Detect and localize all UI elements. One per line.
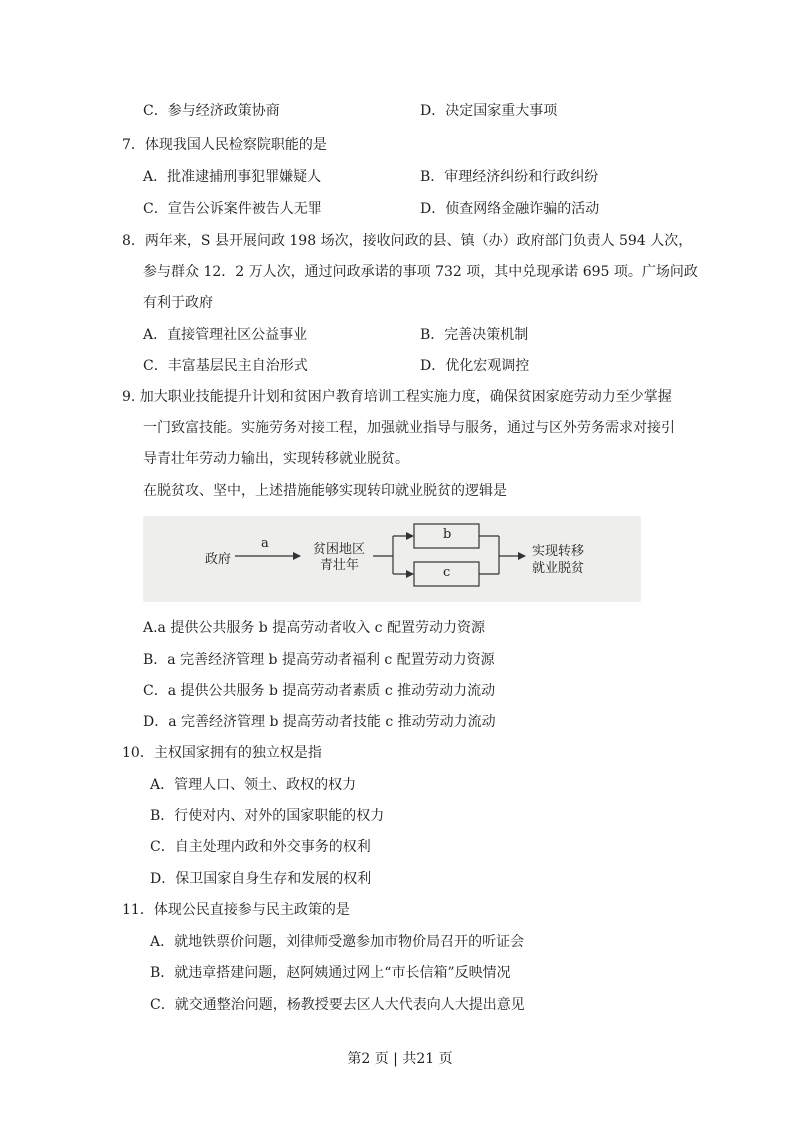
diagram-government: 政府 <box>205 552 232 567</box>
diagram-middle-line-1: 贫困地区 <box>313 542 366 557</box>
q8-option-a: A．直接管理社区公益事业 <box>143 327 308 343</box>
q8-option-c: C．丰富基层民主自治形式 <box>143 358 308 374</box>
q7-stem: 7．体现我国人民检察院职能的是 <box>122 137 327 153</box>
q8-stem-line-2: 参与群众 12．2 万人次，通过问政承诺的事项 732 项，其中兑现承诺 695 项。广场问政 <box>143 264 698 280</box>
q11-stem: 11．体现公民直接参与民主政策的是 <box>122 902 350 918</box>
q6-option-d: D．决定国家重大事项 <box>420 103 558 119</box>
q10-option-b: B．行使对内、对外的国家职能的权力 <box>150 808 385 824</box>
q8-stem-line-3: 有利于政府 <box>143 295 213 311</box>
q8-option-d: D．优化宏观调控 <box>420 358 530 374</box>
q9-stem-line-2: 一门致富技能。实施劳务对接工程，加强就业指导与服务，通过与区外劳务需求对接引 <box>143 420 675 436</box>
q9-option-c: C．a 提供公共服务 b 提高劳动者素质 c 推动劳动力流动 <box>143 683 496 699</box>
q10-option-d: D．保卫国家自身生存和发展的权利 <box>150 871 372 887</box>
q11-option-a: A．就地铁票价问题，刘律师受邀参加市物价局召开的听证会 <box>150 934 525 950</box>
diagram-middle-line-2: 青壮年 <box>320 558 360 573</box>
q6-option-c: C．参与经济政策协商 <box>143 103 280 119</box>
diagram-box-c-label: c <box>443 565 451 580</box>
q7-option-d: D．侦查网络金融诈骗的活动 <box>420 201 600 217</box>
q9-stem-line-1: 9. 加大职业技能提升计划和贫困户教育培训工程实施力度，确保贫困家庭劳动力至少掌握 <box>122 389 672 405</box>
q10-option-c: C．自主处理内政和外交事务的权利 <box>150 839 371 855</box>
page-footer: 第2 页 | 共21 页 <box>347 1051 453 1067</box>
q10-option-a: A．管理人口、领土、政权的权力 <box>150 777 357 793</box>
q9-option-d: D．a 完善经济管理 b 提高劳动者技能 c 推动劳动力流动 <box>143 714 496 730</box>
q9-option-b: B．a 完善经济管理 b 提高劳动者福利 c 配置劳动力资源 <box>143 652 495 668</box>
q9-stem-line-4: 在脱贫攻、坚中，上述措施能够实现转印就业脱贫的逻辑是 <box>143 483 507 499</box>
q7-option-a: A．批准逮捕刑事犯罪嫌疑人 <box>143 169 322 185</box>
diagram-result-line-2: 就业脱贫 <box>532 561 585 576</box>
q9-option-a: A.a 提供公共服务 b 提高劳动者收入 c 配置劳动力资源 <box>143 620 485 636</box>
q11-option-b: B．就违章搭建问题，赵阿姨通过网上“市长信箱”反映情况 <box>150 965 511 981</box>
q11-option-c: C．就交通整治问题，杨教授要去区人大代表向人大提出意见 <box>150 997 525 1013</box>
q9-stem-line-3: 导青壮年劳动力输出，实现转移就业脱贫。 <box>143 451 409 467</box>
q8-option-b: B．完善决策机制 <box>420 327 529 343</box>
diagram-arrow-a-label: a <box>261 536 269 551</box>
diagram-result-line-1: 实现转移 <box>532 544 585 559</box>
q9-flow-diagram <box>143 516 641 602</box>
diagram-box-b-label: b <box>443 527 452 542</box>
q8-stem-line-1: 8．两年来，S 县开展问政 198 场次，接收问政的县、镇（办）政府部门负责人 594 人次， <box>122 233 693 249</box>
q7-option-c: C．宣告公诉案件被告人无罪 <box>143 201 322 217</box>
q10-stem: 10．主权国家拥有的独立权是指 <box>122 745 322 761</box>
q7-option-b: B．审理经济纠纷和行政纠纷 <box>420 169 599 185</box>
